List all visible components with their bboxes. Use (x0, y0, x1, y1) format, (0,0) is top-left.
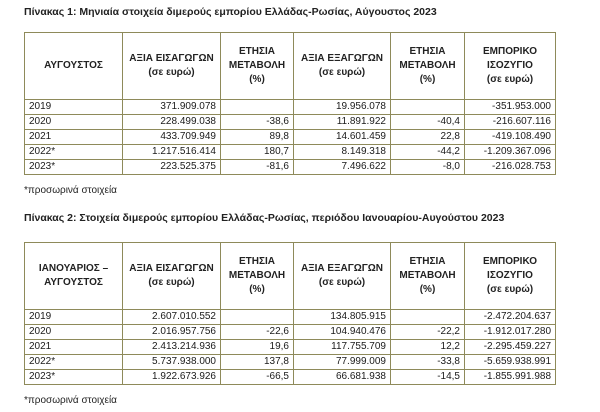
value-cell: 228.499.038 (123, 115, 221, 130)
value-cell: -2.472.204.637 (465, 310, 556, 325)
value-cell: -38,6 (221, 115, 294, 130)
table2-header-cell: ΑΞΙΑ ΕΞΑΓΩΓΩΝ (σε ευρώ) (294, 243, 391, 310)
table2-header-cell: ΕΤΗΣΙΑ ΜΕΤΑΒΟΛΗ (%) (391, 243, 465, 310)
value-cell: -66,5 (221, 370, 294, 385)
table-row (25, 160, 556, 175)
table-row (25, 340, 556, 355)
value-cell: 117.755.709 (294, 340, 391, 355)
year-cell: 2019 (25, 100, 123, 115)
value-cell: 7.496.622 (294, 160, 391, 175)
value-cell: -44,2 (391, 145, 465, 160)
value-cell: 433.709.949 (123, 130, 221, 145)
table2-caption: Πίνακας 2: Στοιχεία διμερούς εμπορίου Ελλάδας-Ρωσίας, περιόδου Ιανουαρίου-Αυγούστου 2023 (24, 212, 505, 224)
table1-header-cell: ΕΜΠΟΡΙΚΟ ΙΣΟΖΥΓΙΟ (σε ευρώ) (465, 33, 556, 100)
value-cell: 19.956.078 (294, 100, 391, 115)
value-cell: -22,6 (221, 325, 294, 340)
table1 (24, 32, 556, 175)
value-cell: -40,4 (391, 115, 465, 130)
value-cell: 19,6 (221, 340, 294, 355)
year-cell: 2023* (25, 370, 123, 385)
value-cell: 66.681.938 (294, 370, 391, 385)
value-cell: 104.940.476 (294, 325, 391, 340)
value-cell: -2.295.459.227 (465, 340, 556, 355)
year-cell: 2023* (25, 160, 123, 175)
value-cell: 77.999.009 (294, 355, 391, 370)
table-row (25, 130, 556, 145)
value-cell: -33,8 (391, 355, 465, 370)
value-cell: -216.028.753 (465, 160, 556, 175)
value-cell (391, 310, 465, 325)
table1-header-cell: ΑΥΓΟΥΣΤΟΣ (25, 33, 123, 100)
table2 (24, 242, 556, 385)
table2-note: *προσωρινά στοιχεία (24, 395, 117, 406)
value-cell: -5.659.938.991 (465, 355, 556, 370)
table1-header-cell: ΕΤΗΣΙΑ ΜΕΤΑΒΟΛΗ (%) (391, 33, 465, 100)
year-cell: 2021 (25, 130, 123, 145)
value-cell: 14.601.459 (294, 130, 391, 145)
table-row (25, 370, 556, 385)
table1-header-cell: ΑΞΙΑ ΕΞΑΓΩΓΩΝ (σε ευρώ) (294, 33, 391, 100)
value-cell: 223.525.375 (123, 160, 221, 175)
value-cell: -1.912.017.280 (465, 325, 556, 340)
value-cell: -14,5 (391, 370, 465, 385)
value-cell: 371.909.078 (123, 100, 221, 115)
value-cell: 11.891.922 (294, 115, 391, 130)
table-row (25, 115, 556, 130)
value-cell: -8,0 (391, 160, 465, 175)
table2-header-row (25, 243, 556, 310)
table1-note: *προσωρινά στοιχεία (24, 185, 117, 196)
table2-header-cell: ΙΑΝΟΥΑΡΙΟΣ – ΑΥΓΟΥΣΤΟΣ (25, 243, 123, 310)
table2-header-cell: ΕΜΠΟΡΙΚΟ ΙΣΟΖΥΓΙΟ (σε ευρώ) (465, 243, 556, 310)
table1-header-row (25, 33, 556, 100)
year-cell: 2022* (25, 355, 123, 370)
value-cell: 2.413.214.936 (123, 340, 221, 355)
value-cell: -1.209.367.096 (465, 145, 556, 160)
year-cell: 2019 (25, 310, 123, 325)
value-cell: 89,8 (221, 130, 294, 145)
value-cell: -216.607.116 (465, 115, 556, 130)
table-row (25, 355, 556, 370)
value-cell: 137,8 (221, 355, 294, 370)
table-row (25, 310, 556, 325)
table2-header-cell: ΑΞΙΑ ΕΙΣΑΓΩΓΩΝ (σε ευρώ) (123, 243, 221, 310)
value-cell (221, 310, 294, 325)
value-cell: 22,8 (391, 130, 465, 145)
value-cell: 5.737.938.000 (123, 355, 221, 370)
table-row (25, 325, 556, 340)
value-cell (391, 100, 465, 115)
year-cell: 2020 (25, 325, 123, 340)
value-cell: 180,7 (221, 145, 294, 160)
year-cell: 2021 (25, 340, 123, 355)
value-cell: -22,2 (391, 325, 465, 340)
year-cell: 2020 (25, 115, 123, 130)
value-cell: 12,2 (391, 340, 465, 355)
value-cell (221, 100, 294, 115)
value-cell: 1.217.516.414 (123, 145, 221, 160)
table1-header-cell: ΕΤΗΣΙΑ ΜΕΤΑΒΟΛΗ (%) (221, 33, 294, 100)
value-cell: -351.953.000 (465, 100, 556, 115)
value-cell: -419.108.490 (465, 130, 556, 145)
value-cell: -1.855.991.988 (465, 370, 556, 385)
table-row (25, 145, 556, 160)
value-cell: 8.149.318 (294, 145, 391, 160)
value-cell: 2.607.010.552 (123, 310, 221, 325)
value-cell: -81,6 (221, 160, 294, 175)
value-cell: 134.805.915 (294, 310, 391, 325)
table-row (25, 100, 556, 115)
table2-header-cell: ΕΤΗΣΙΑ ΜΕΤΑΒΟΛΗ (%) (221, 243, 294, 310)
table1-caption: Πίνακας 1: Μηνιαία στοιχεία διμερούς εμπορίου Ελλάδας-Ρωσίας, Αύγουστος 2023 (24, 6, 437, 18)
value-cell: 2.016.957.756 (123, 325, 221, 340)
table1-header-cell: ΑΞΙΑ ΕΙΣΑΓΩΓΩΝ (σε ευρώ) (123, 33, 221, 100)
year-cell: 2022* (25, 145, 123, 160)
value-cell: 1.922.673.926 (123, 370, 221, 385)
